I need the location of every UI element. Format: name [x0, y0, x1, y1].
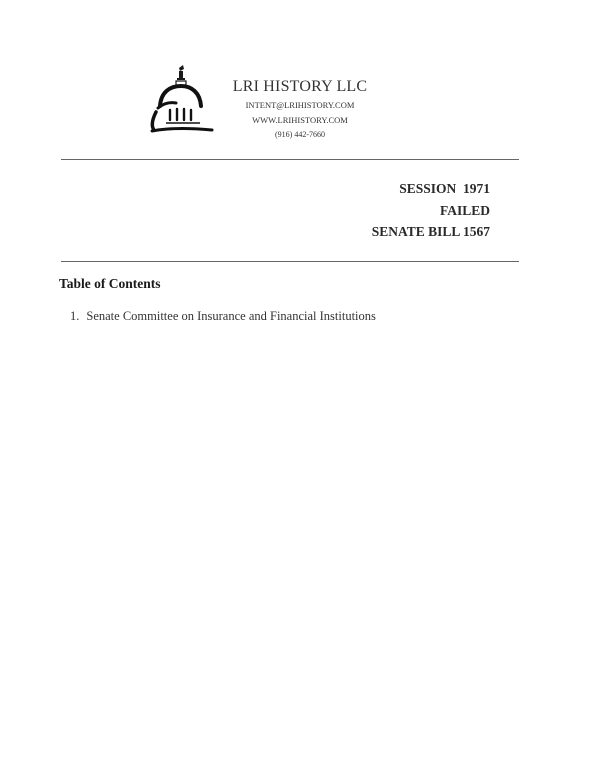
toc-heading: Table of Contents — [59, 276, 161, 291]
toc-item-label[interactable]: Senate Committee on Insurance and Financial Institutions — [86, 309, 376, 323]
toc-list — [70, 309, 376, 324]
top-divider — [61, 159, 519, 160]
toc-item[interactable] — [70, 309, 376, 324]
bill-number: SENATE BILL 1567 — [371, 224, 490, 239]
company-email: INTENT@LRIHISTORY.COM — [245, 100, 355, 110]
company-name: LRI HISTORY LLC — [232, 78, 368, 95]
company-phone: (916) 442-7660 — [275, 130, 325, 139]
bill-status: FAILED — [439, 203, 490, 218]
toc-item-number: 1. — [70, 309, 80, 323]
bottom-divider — [61, 261, 519, 262]
capitol-dome-icon — [146, 62, 214, 138]
bill-session: SESSION 1971 — [399, 181, 490, 196]
company-website: WWW.LRIHISTORY.COM — [252, 115, 348, 125]
